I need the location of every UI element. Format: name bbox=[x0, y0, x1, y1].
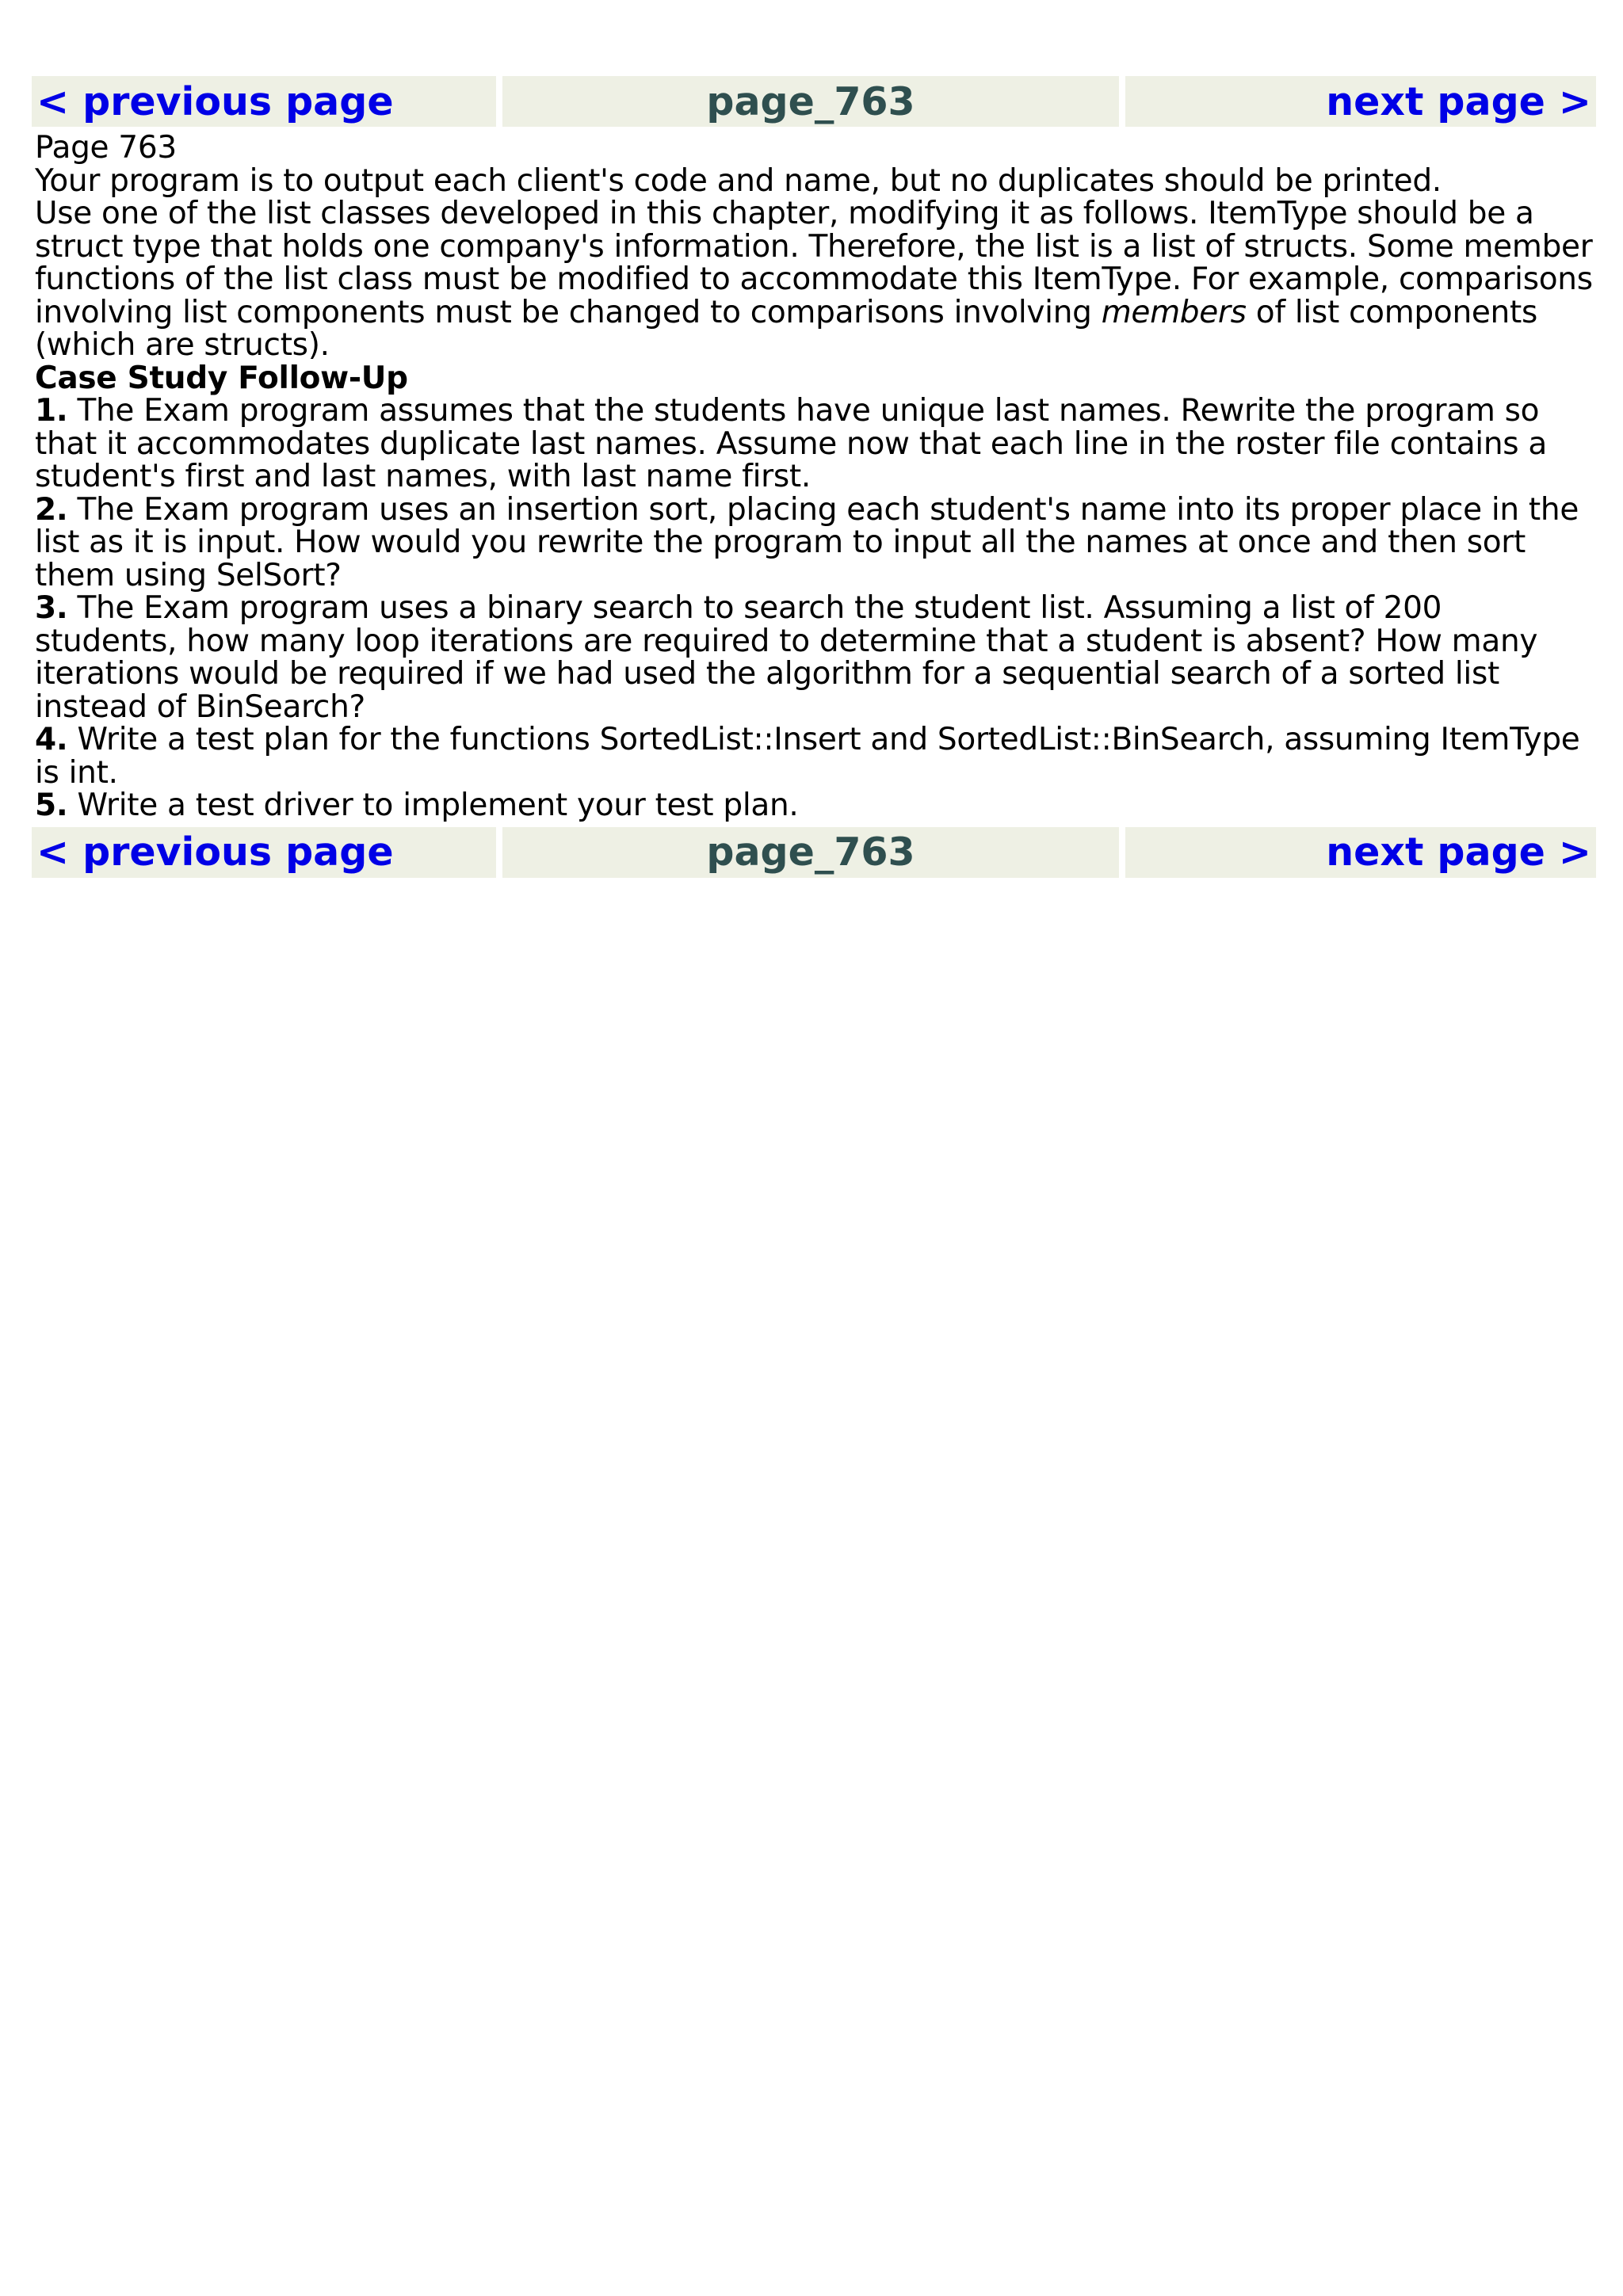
top-navigation-bar bbox=[32, 76, 1596, 127]
follow-up-item-1 bbox=[35, 395, 1593, 494]
item-text: The Exam program uses an insertion sort, placing each student's name into its proper place in the list as it is input. How would you rewrite the program to input all the names at once and then sort them using SelSort? bbox=[35, 491, 1579, 593]
page-number-text: Page 763 bbox=[35, 130, 177, 166]
emphasized-members: members bbox=[1101, 294, 1247, 330]
item-text: Write a test plan for the functions SortedList::Insert and SortedList::BinSearch, assuming ItemType is int. bbox=[35, 722, 1580, 791]
intro-paragraph: Your program is to output each client's code and name, but no duplicates should be printed. bbox=[35, 162, 1442, 199]
item-number: 2. bbox=[35, 491, 68, 528]
top-prev-cell bbox=[32, 76, 496, 127]
item-number: 5. bbox=[35, 788, 68, 823]
top-page-label: page_763 bbox=[502, 76, 1119, 127]
top-previous-page-link[interactable]: < previous page bbox=[36, 78, 394, 124]
bottom-navigation-bar bbox=[32, 827, 1596, 878]
top-next-cell bbox=[1125, 76, 1596, 127]
top-next-page-link[interactable]: next page > bbox=[1326, 78, 1591, 124]
item-text: The Exam program uses a binary search to search the student list. Assuming a list of 200 students, how many loop iterations are required to determine that a student is absent? How many iterations would be required if we had used the algorithm for a sequential search of a sorted list instead of BinSearch? bbox=[35, 590, 1538, 725]
item-text: The Exam program assumes that the students have unique last names. Rewrite the program so that it accommodates duplicate last names. Assume now that each line in the roster file contains a student's first and last names, with last name first. bbox=[35, 393, 1547, 494]
bottom-prev-cell bbox=[32, 827, 496, 878]
follow-up-item-5 bbox=[35, 789, 1593, 822]
bottom-next-page-link[interactable]: next page > bbox=[1326, 830, 1591, 875]
bottom-previous-page-link[interactable]: < previous page bbox=[36, 830, 394, 875]
follow-up-item-2 bbox=[35, 491, 1593, 593]
bottom-page-label: page_763 bbox=[502, 827, 1119, 878]
paragraph-text-end: of list components (which are structs). bbox=[35, 294, 1537, 363]
page-content bbox=[32, 127, 1596, 827]
item-number: 1. bbox=[35, 393, 68, 429]
follow-up-item-3 bbox=[35, 592, 1593, 723]
item-number: 3. bbox=[35, 590, 68, 626]
document-page bbox=[32, 76, 1596, 878]
section-heading: Case Study Follow-Up bbox=[35, 360, 408, 396]
paragraph-text-start: Use one of the list classes developed in this chapter, modifying it as follows. ItemType should be a struct type that holds one company's information. Therefore, the list is a list of structs. Some member functions of the list class must be modified to accommodate this ItemType. For example, comparisons involving list components must be changed to comparisons involving bbox=[35, 196, 1593, 330]
list-class-paragraph bbox=[35, 197, 1593, 362]
item-number: 4. bbox=[35, 722, 68, 757]
bottom-next-cell bbox=[1125, 827, 1596, 878]
item-text: Write a test driver to implement your test plan. bbox=[67, 788, 799, 823]
follow-up-item-4 bbox=[35, 723, 1593, 789]
